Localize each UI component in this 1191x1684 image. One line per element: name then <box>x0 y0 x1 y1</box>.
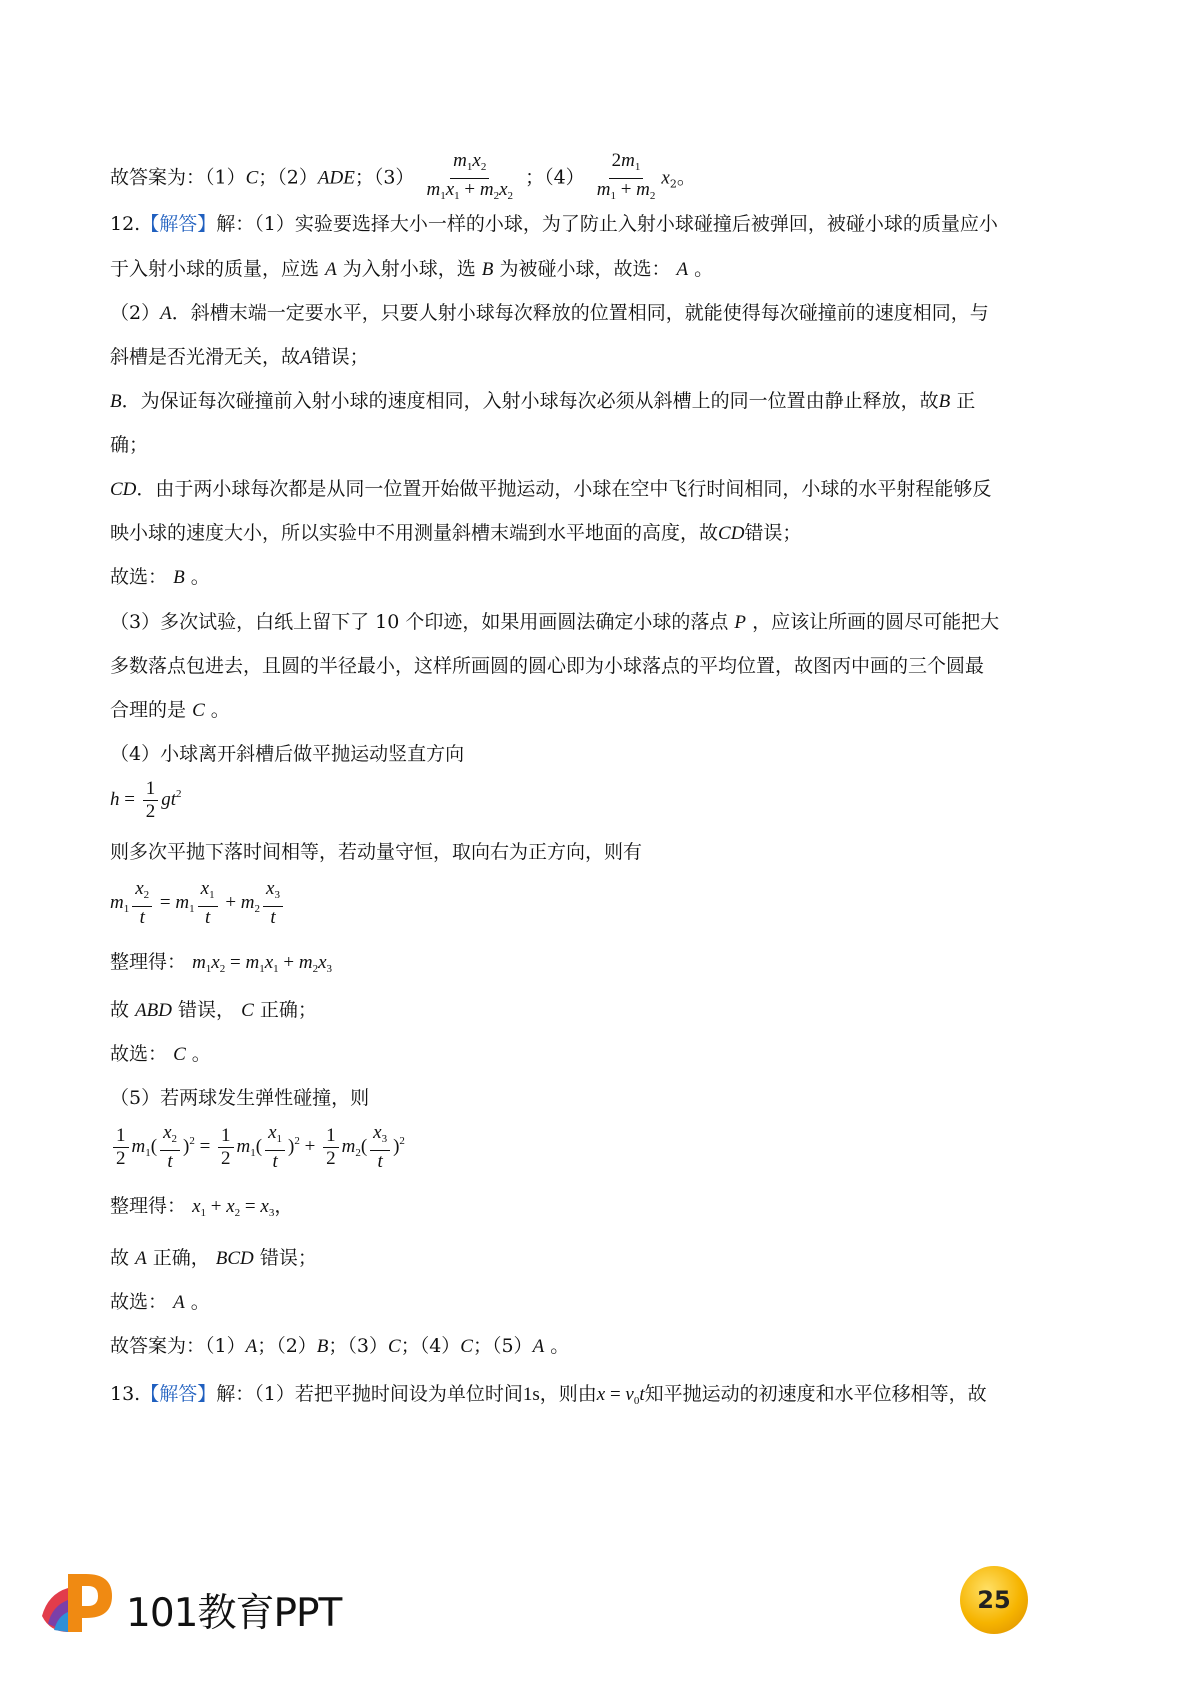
q12-line-8: 映小球的速度大小，所以实验中不用测量斜槽末端到水平地面的高度，故CD错误； <box>110 522 802 544</box>
q12-line-13: （4）小球离开斜槽后做平抛运动竖直方向 <box>110 743 465 765</box>
q12-line-17: 故选： C 。 <box>110 1043 211 1065</box>
page-number-badge: 25 <box>960 1566 1028 1634</box>
answer-line-11: 故答案为：（1）C；（2）ADE；（3） $\frac{m_1x_2}{m_1x_1 + m_2x_2}$ ；（4） $\frac{2m_1}{m_1 + m_2}$ $x_2$。 <box>110 150 696 207</box>
q12-line-4: 斜槽是否光滑无关，故A错误； <box>110 346 369 368</box>
q12-line-3: （2）A．斜槽末端一定要水平，只要人射小球每次释放的位置相同，就能使得每次碰撞前的速度相同，与 <box>110 302 989 324</box>
q12-line-7: CD．由于两小球每次都是从同一位置开始做平抛运动，小球在空中飞行时间相同，小球的水平射程能够反 <box>110 478 992 500</box>
q12-line-11: 多数落点包进去，且圆的半径最小，这样所画圆的圆心即为小球落点的平均位置，故图丙中画的三个圆最 <box>110 655 985 677</box>
q12-line-18: （5）若两球发生弹性碰撞，则 <box>110 1087 370 1109</box>
equation-elastic: $\frac{1}{2}$ $m_1$( $\frac{x_2}{t}$ )$^2$ = $\frac{1}{2}$ $m_1$( $\frac{x_1}{t}$ )$^2$ + $\frac{1}{2}$ $m_2$( $\frac{x_3}{t}$ )$^2$ <box>110 1122 405 1173</box>
q12-line-12: 合理的是 C 。 <box>110 699 230 721</box>
q12-line-15: 整理得： $m_1x_2 = m_1x_1 + m_2x_3$ <box>110 951 333 975</box>
equation-momentum: $m_1$ $\frac{x_2}{t}$ = $m_1$ $\frac{x_1}{t}$ + $m_2$ $\frac{x_3}{t}$ <box>110 878 286 929</box>
q12-line-6: 确； <box>110 434 149 456</box>
q12-line-9: 故选： B 。 <box>110 566 210 588</box>
solution-tag: 【解答】 <box>140 213 217 235</box>
q12-line-22: 故答案为：（1）A；（2）B；（3）C；（4）C；（5）A 。 <box>110 1335 570 1357</box>
brand-logo-text: 101教育PPT <box>126 1591 342 1636</box>
q12-line-16: 故 ABD 错误， C 正确； <box>110 999 317 1021</box>
q12-line-1: 12.【解答】解：（1）实验要选择大小一样的小球，为了防止入射小球碰撞后被弹回，被碰小球的质量应小 <box>110 213 998 235</box>
q12-line-5: B．为保证每次碰撞前入射小球的速度相同，入射小球每次必须从斜槽上的同一位置由静止释放，故B 正 <box>110 390 976 412</box>
q12-line-19: 整理得： $x_1 + x_2 = x_3$， <box>110 1195 294 1219</box>
q12-line-21: 故选： A 。 <box>110 1291 210 1313</box>
q12-line-2: 于入射小球的质量，应选 A 为入射小球，选 B 为被碰小球，故选： A 。 <box>110 258 714 280</box>
q12-line-14: 则多次平抛下落时间相等，若动量守恒，取向右为正方向，则有 <box>110 841 643 863</box>
equation-h: h = $\frac{1}{2}$ $gt^2$ <box>110 778 182 822</box>
q13-line-1: 13.【解答】解：（1）若把平抛时间设为单位时间1s，则由$x = v_0t$知平抛运动的初速度和水平位移相等，故 <box>110 1383 987 1407</box>
brand-logo-icon <box>38 1566 128 1636</box>
q12-line-20: 故 A 正确， BCD 错误； <box>110 1247 317 1269</box>
fraction-answer-3: $\frac{m_1x_2}{m_1x_1 + m_2x_2}$ <box>426 150 514 202</box>
fraction-answer-4: $\frac{2m_1}{m_1 + m_2}$ <box>596 150 656 202</box>
q12-line-10: （3）多次试验，白纸上留下了 10 个印迹，如果用画圆法确定小球的落点 P ，应该让所画的圆尽可能把大 <box>110 611 1000 633</box>
solution-tag: 【解答】 <box>140 1383 217 1405</box>
